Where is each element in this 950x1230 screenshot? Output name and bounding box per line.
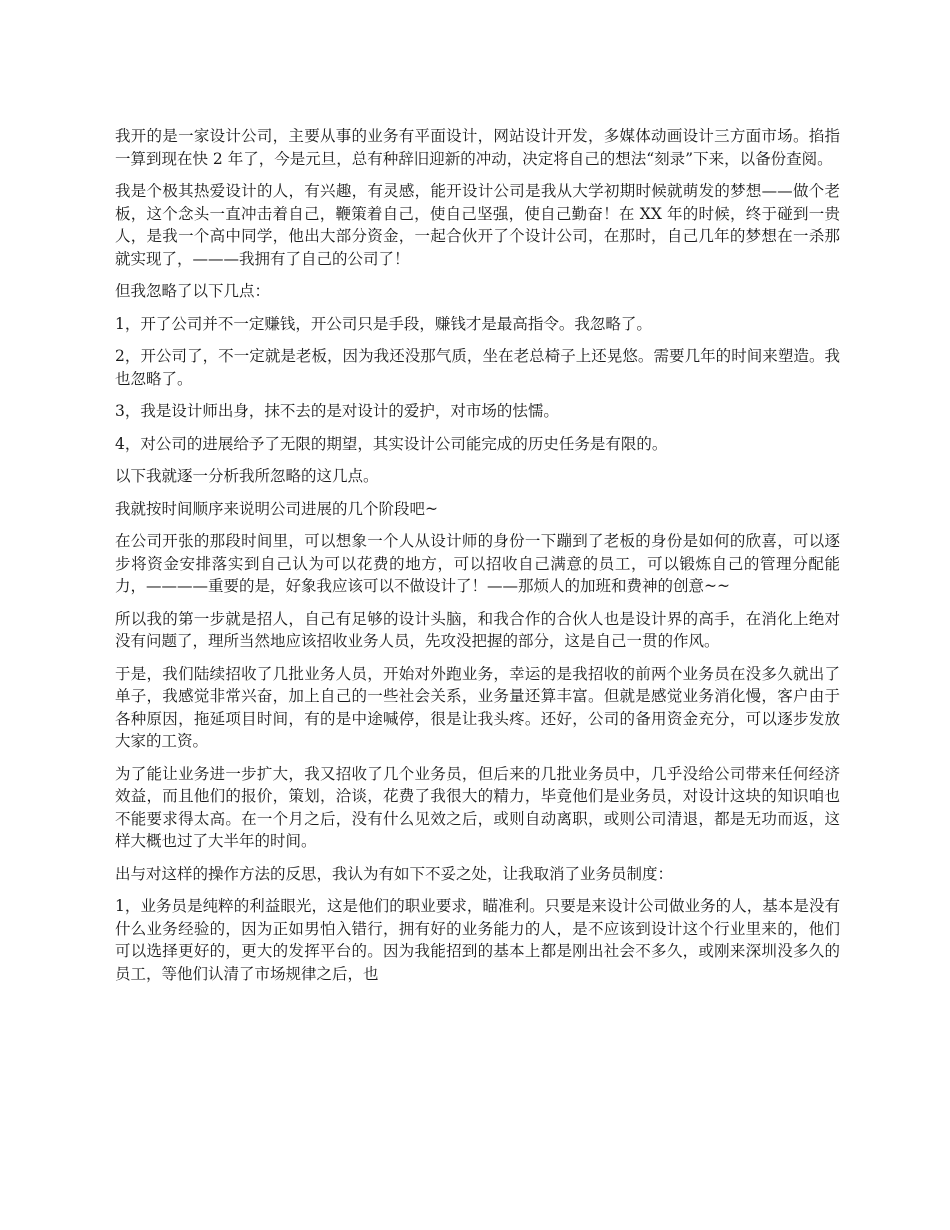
paragraph-opening-period: 在公司开张的那段时间里，可以想象一个人从设计师的身份一下蹦到了老板的身份是如何的欣喜，可以逐步将资金安排落实到自己认为可以花费的地方，可以招收自己满意的员工，可以锻炼自己的管理分配能力，————重要的是，好象我应该可以不做设计了！——那烦人的加班和费神的创意~~ [115, 532, 840, 595]
list-item-reason-1: 1，业务员是纯粹的利益眼光，这是他们的职业要求，瞄准利。只要是来设计公司做业务的人，基本是没有什么业务经验的，因为正如男怕入错行，拥有好的业务能力的人，是不应该到设计这个行业里来的，他们可以选择更好的，更大的发挥平台的。因为我能招到的基本上都是刚出社会不多久，或刚来深圳没多久的员工，等他们认清了市场规律之后，也 [115, 897, 840, 983]
list-item-point-1: 1，开了公司并不一定赚钱，开公司只是手段，赚钱才是最高指令。我忽略了。 [115, 314, 652, 333]
paragraph-intro: 我开的是一家设计公司，主要从事的业务有平面设计，网站设计开发，多媒体动画设计三方面市场。掐指一算到现在快 2 年了，今是元旦，总有种辞旧迎新的冲动，决定将自己的想法“刻录”下来，以备份查阅。 [115, 127, 840, 168]
document-body [115, 125, 840, 995]
paragraph-expansion: 为了能让业务进一步扩大，我又招收了几个业务员，但后来的几批业务员中，几乎没给公司带来任何经济效益，而且他们的报价，策划，洽谈，花费了我很大的精力，毕竟他们是业务员，对设计这块的知识咱也不能要求得太高。在一个月之后，没有什么见效之后，或则自动离职，或则公司清退，都是无功而返，这样大概也过了大半年的时间。 [115, 764, 840, 850]
paragraph-reflection: 出与对这样的操作方法的反思，我认为有如下不妥之处，让我取消了业务员制度： [115, 864, 674, 883]
list-item-point-4: 4，对公司的进展给予了无限的期望，其实设计公司能完成的历史任务是有限的。 [115, 434, 668, 453]
paragraph-analysis-intro: 以下我就逐一分析我所忽略的这几点。 [115, 467, 379, 485]
paragraph-overlooked-heading: 但我忽略了以下几点： [115, 282, 271, 300]
paragraph-hiring: 所以我的第一步就是招人，自己有足够的设计头脑，和我合作的合伙人也是设计界的高手，在消化上绝对没有问题了，理所当然地应该招收业务人员，先攻没把握的部分，这是自己一贯的作风。 [115, 609, 840, 650]
paragraph-sales-staff: 于是，我们陆续招收了几批业务人员，开始对外跑业务，幸运的是我招收的前两个业务员在没多久就出了单子，我感觉非常兴奋，加上自己的一些社会关系，业务量还算丰富。但就是感觉业务消化慢，客户由于各种原因，拖延项目时间，有的是中途喊停，很是让我头疼。还好，公司的备用资金充分，可以逐步发放大家的工资。 [115, 664, 840, 750]
list-item-point-3: 3，我是设计师出身，抹不去的是对设计的爱护，对市场的怯懦。 [115, 402, 559, 420]
paragraph-stages-intro: 我就按时间顺序来说明公司进展的几个阶段吧~ [115, 499, 438, 518]
list-item-point-2: 2，开公司了，不一定就是老板，因为我还没那气质，坐在老总椅子上还晃悠。需要几年的时间来塑造。我也忽略了。 [115, 347, 840, 388]
paragraph-dream: 我是个极其热爱设计的人，有兴趣，有灵感，能开设计公司是我从大学初期时候就萌发的梦想——做个老板，这个念头一直冲击着自己，鞭策着自己，使自己坚强，使自己勤奋！在 XX 年的时候，终于碰到一贵人，是我一个高中同学，他出大部分资金，一起合伙开了个设计公司，在那时，自己几年的梦想在一杀那就实现了，———我拥有了自己的公司了！ [115, 182, 840, 268]
